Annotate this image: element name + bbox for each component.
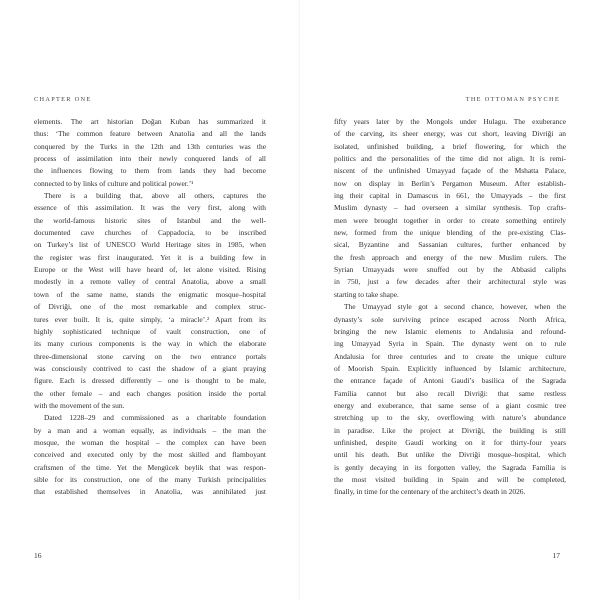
- text-line: elements. The art historian Doğan Kuban has summarized it: [34, 117, 266, 126]
- text-line: unfinished, despite Gaudí working on it for thirty-four years: [334, 437, 566, 447]
- text-line: was consciously contrived to cast the shadow of a giant praying: [34, 363, 266, 373]
- text-line: town of the same name, stands the enigmatic mosque–hospital: [34, 289, 266, 299]
- text-line: dynasty’s sole surviving prince escaped across North Africa,: [334, 314, 566, 324]
- text-line: sible for its construction, one of the many Turkish principalities: [34, 474, 266, 484]
- text-line: Dated 1228–29 and commissioned as a charitable foundation: [44, 413, 266, 423]
- text-line: The Umayyad style got a second chance, however, when the: [344, 302, 566, 312]
- text-line: Europe or the West will have heard of, let alone visited. Rising: [34, 265, 266, 275]
- text-line: until his death. But unlike the Divriği mosque–hospital, which: [334, 450, 566, 460]
- text-line: in 750, just a few decades after their architectural style was: [334, 277, 566, 287]
- text-line: of the carving, its sheer energy, was cut short, leaving Divriği an: [334, 129, 566, 139]
- text-line: of Divriği, one of the most remarkable and complex struc-: [34, 302, 266, 312]
- text-line: isolated, unfinished building, a brief flowering, for which the: [334, 141, 566, 151]
- text-line: the most visited building in Spain and will be completed,: [334, 474, 566, 484]
- text-line: process of assimilation into their newly conquered lands of all: [34, 154, 266, 164]
- text-line: ing Umayyad Syria in Spain. The dynasty went on to rule: [334, 339, 566, 349]
- text-line: Syrian Umayyads were snuffed out by the Abbasid caliphs: [334, 265, 566, 275]
- text-line: now on display in Berlin’s Pergamon Museum. After establish-: [334, 178, 566, 188]
- text-line: mosque, the woman the hospital – the complex can have been: [34, 437, 266, 447]
- right-page: [300, 0, 600, 600]
- text-line: with the movement of the sun.: [34, 400, 125, 410]
- text-line: in paradise. Like the project at Divriği, the building is still: [334, 425, 566, 435]
- text-line: is gently decaying in its forgotten valley, the Sagrada Família is: [334, 462, 566, 472]
- page-number-left: 16: [34, 551, 42, 560]
- text-line: documented cave churches of Cappadocia, to be inscribed: [34, 228, 266, 238]
- text-line: fifty years later by the Mongols under Hulagu. The exuberance: [334, 117, 566, 126]
- text-line: Andalusia for three centuries and to create the unique culture: [334, 351, 566, 361]
- text-line: three-dimensional stone carving on the two entrance portals: [34, 351, 266, 361]
- right-body-text: [334, 116, 566, 499]
- text-line: the fresh approach and energy of the new Muslim rulers. The: [334, 252, 566, 262]
- text-line: its many curious components is the way in which the elaborate: [34, 339, 266, 349]
- text-line: new, formed from the unique blending of the pre-existing Clas-: [334, 228, 566, 238]
- text-line: conceived and executed only by the most skilled and flamboyant: [34, 450, 266, 460]
- text-line: politics and the personalities of the time did not align. It is remi-: [334, 154, 566, 164]
- text-line: men were brought together in order to create something entirely: [334, 215, 566, 225]
- text-line: the register was first inaugurated. Yet it is a building few in: [34, 252, 266, 262]
- text-line: modestly in a remote valley of central Anatolia, above a small: [34, 277, 266, 287]
- text-line: the other female – and each changes position inside the portal: [34, 388, 266, 398]
- text-line: There is a building that, above all others, captures the: [44, 191, 266, 201]
- text-line: ing their capital in Damascus in 661, the Umayyads – the first: [334, 191, 566, 201]
- text-line: of Moorish Spain. Explicitly influenced by Islamic architecture,: [334, 363, 566, 373]
- text-line: craftsmen of the time. Yet the Mengücek beylik that was respon-: [34, 462, 266, 472]
- page-number-right: 17: [552, 551, 560, 560]
- text-line: finally, in time for the centenary of the architect’s death in 2026.: [334, 487, 526, 497]
- text-line: the influences flowing to them from lands they had become: [34, 166, 266, 176]
- text-line: Família cannot but also recall Divriği: that same restless: [334, 388, 566, 398]
- text-line: the world-famous historic sites of Istanbul and the well-: [34, 215, 266, 225]
- text-line: conquered by the Turks in the 12th and 13th centuries was the: [34, 141, 266, 151]
- text-line: figure. Each is dressed differently – one is thought to be male,: [34, 376, 266, 386]
- text-line: sical, Byzantine and Sassanian cultures, further enhanced by: [334, 240, 566, 250]
- text-line: that established themselves in Anatolia, was annihilated just: [34, 487, 266, 497]
- text-line: highly sophisticated technique of vault construction, one of: [34, 326, 266, 336]
- text-line: stretching up to the sky, overflowing with nature’s abundance: [334, 413, 566, 423]
- running-head-left: CHAPTER ONE: [34, 96, 92, 103]
- text-line: the entrance façade of Antoni Gaudí’s basilica of the Sagrada: [334, 376, 566, 386]
- text-line: starting to take shape.: [334, 289, 399, 299]
- text-line: essence of this assimilation. It was the very first, along with: [34, 203, 266, 213]
- text-line: niscent of the unfinished Umayyad façade of the Mshatta Palace,: [334, 166, 566, 176]
- text-line: connected to by links of culture and political power.’¹: [34, 178, 194, 188]
- text-line: bringing the new Islamic elements to Andalusia and refound-: [334, 326, 566, 336]
- text-line: by a man and a woman equally, as individuals – the man the: [34, 425, 266, 435]
- text-line: tures ever built. It is, quite simply, ‘a miracle’.² Apart from its: [34, 314, 266, 324]
- left-body-text: [34, 116, 266, 499]
- running-head-right: THE OTTOMAN PSYCHE: [465, 96, 560, 103]
- text-line: Muslim dynasty – had overseen a similar synthesis. Top crafts-: [334, 203, 566, 213]
- text-line: thus: ‘The common feature between Anatolia and all the lands: [34, 129, 266, 139]
- text-line: on Turkey’s list of UNESCO World Heritage sites in 1985, when: [34, 240, 266, 250]
- text-line: energy and exuberance, that same sense of a giant cosmic tree: [334, 400, 566, 410]
